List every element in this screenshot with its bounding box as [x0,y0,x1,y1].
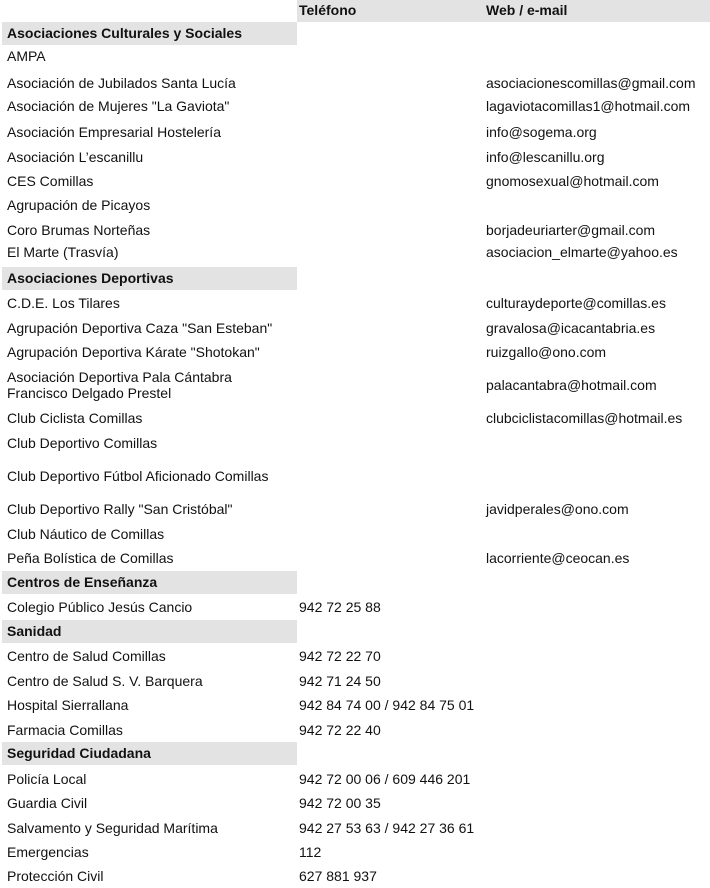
section-title: Centros de Enseñanza [7,574,158,590]
table-row [0,48,710,68]
phone-number: 942 27 53 63 / 942 27 36 61 [299,820,475,836]
entity-name: Hospital Sierrallana [7,697,129,713]
entity-name: Club Deportivo Rally "San Cristóbal" [7,501,233,517]
table-row [0,435,710,455]
entity-name: Colegio Público Jesús Cancio [7,599,193,615]
table-row [0,468,710,488]
entity-name: Asociación de Jubilados Santa Lucía [7,75,236,91]
entity-name: AMPA [7,48,46,64]
section-title: Asociaciones Deportivas [7,270,174,286]
phone-number: 112 [299,844,322,860]
table-row [0,244,710,264]
email-address: info@sogema.org [486,124,597,140]
entity-name: Salvamento y Seguridad Marítima [7,820,218,836]
phone-number: 942 72 22 40 [299,722,381,738]
section-header-centros-de-ensenanza [0,571,710,594]
table-row [0,820,710,840]
table-row [0,295,710,315]
entity-name-line-1: Asociación Deportiva Pala Cántabra [7,369,232,385]
entity-name: Peña Bolística de Comillas [7,550,174,566]
table-row [0,673,710,693]
email-address: info@lescanillu.org [486,149,605,165]
table-row [0,550,710,570]
entity-name: Centro de Salud S. V. Barquera [7,673,203,689]
entity-name: Club Deportivo Fútbol Aficionado Comillas [7,468,269,484]
email-address: palacantabra@hotmail.com [486,377,657,393]
section-header-seguridad-ciudadana [0,742,710,765]
table-row [0,599,710,619]
entity-name [7,369,232,401]
table-row [0,124,710,144]
table-row [0,197,710,217]
entity-name: Asociación Empresarial Hostelería [7,124,221,140]
email-address: clubciclistacomillas@hotmail.es [486,410,683,426]
table-row [0,369,710,401]
entity-name: Agrupación Deportiva Caza "San Esteban" [7,320,273,336]
email-address: ruizgallo@ono.com [486,344,607,360]
email-address: lagaviotacomillas1@hotmail.com [486,98,691,114]
entity-name-line-2: Francisco Delgado Prestel [7,385,172,401]
phone-number: 942 84 74 00 / 942 84 75 01 [299,697,475,713]
entity-name: Asociación L’escanillu [7,149,144,165]
table-row [0,844,710,864]
email-address: asociacion_elmarte@yahoo.es [486,244,678,260]
phone-number: 942 72 00 06 / 609 446 201 [299,771,471,787]
email-address: gnomosexual@hotmail.com [486,173,659,189]
entity-name: Protección Civil [7,868,104,884]
table-row [0,344,710,364]
section-title: Seguridad Ciudadana [7,745,151,761]
entity-name: Policía Local [7,771,87,787]
section-header-sanidad [0,620,710,643]
entity-name: Agrupación Deportiva Kárate "Shotokan" [7,344,260,360]
table-row [0,320,710,340]
email-address: asociacionescomillas@gmail.com [486,75,696,91]
section-header-asociaciones-deportivas [0,267,710,290]
table-row [0,410,710,430]
email-address: javidperales@ono.com [486,501,629,517]
phone-number: 942 72 00 35 [299,795,381,811]
email-address: culturaydeporte@comillas.es [486,295,666,311]
table-row [0,771,710,791]
header-phone: Teléfono [299,2,357,18]
entity-name: Asociación de Mujeres "La Gaviota" [7,98,230,114]
table-row [0,868,710,888]
section-title: Asociaciones Culturales y Sociales [7,25,242,41]
phone-number: 942 71 24 50 [299,673,381,689]
entity-name: Coro Brumas Norteñas [7,222,151,238]
table-row [0,149,710,169]
entity-name: Club Náutico de Comillas [7,526,165,542]
header-web-email: Web / e-mail [486,2,568,18]
email-address: lacorriente@ceocan.es [486,550,630,566]
entity-name: Centro de Salud Comillas [7,648,166,664]
phone-number: 942 72 22 70 [299,648,381,664]
table-row [0,501,710,521]
table-header-row [0,0,710,22]
table-row [0,722,710,742]
entity-name: CES Comillas [7,173,94,189]
email-address: gravalosa@icacantabria.es [486,320,656,336]
table-row [0,526,710,546]
entity-name: Club Deportivo Comillas [7,435,158,451]
entity-name: C.D.E. Los Tilares [7,295,120,311]
phone-number: 627 881 937 [299,868,377,884]
entity-name: Agrupación de Picayos [7,197,151,213]
table-row [0,75,710,95]
table-row [0,648,710,668]
entity-name: Club Ciclista Comillas [7,410,143,426]
email-address: borjadeuriarter@gmail.com [486,222,656,238]
table-row [0,173,710,193]
table-row [0,795,710,815]
entity-name: Emergencias [7,844,89,860]
phone-number: 942 72 25 88 [299,599,381,615]
section-header-asociaciones-culturales-y-sociales [0,22,710,45]
table-row [0,222,710,242]
table-row [0,697,710,717]
entity-name: Guardia Civil [7,795,88,811]
section-title: Sanidad [7,623,62,639]
entity-name: Farmacia Comillas [7,722,123,738]
entity-name: El Marte (Trasvía) [7,244,119,260]
table-row [0,98,710,118]
